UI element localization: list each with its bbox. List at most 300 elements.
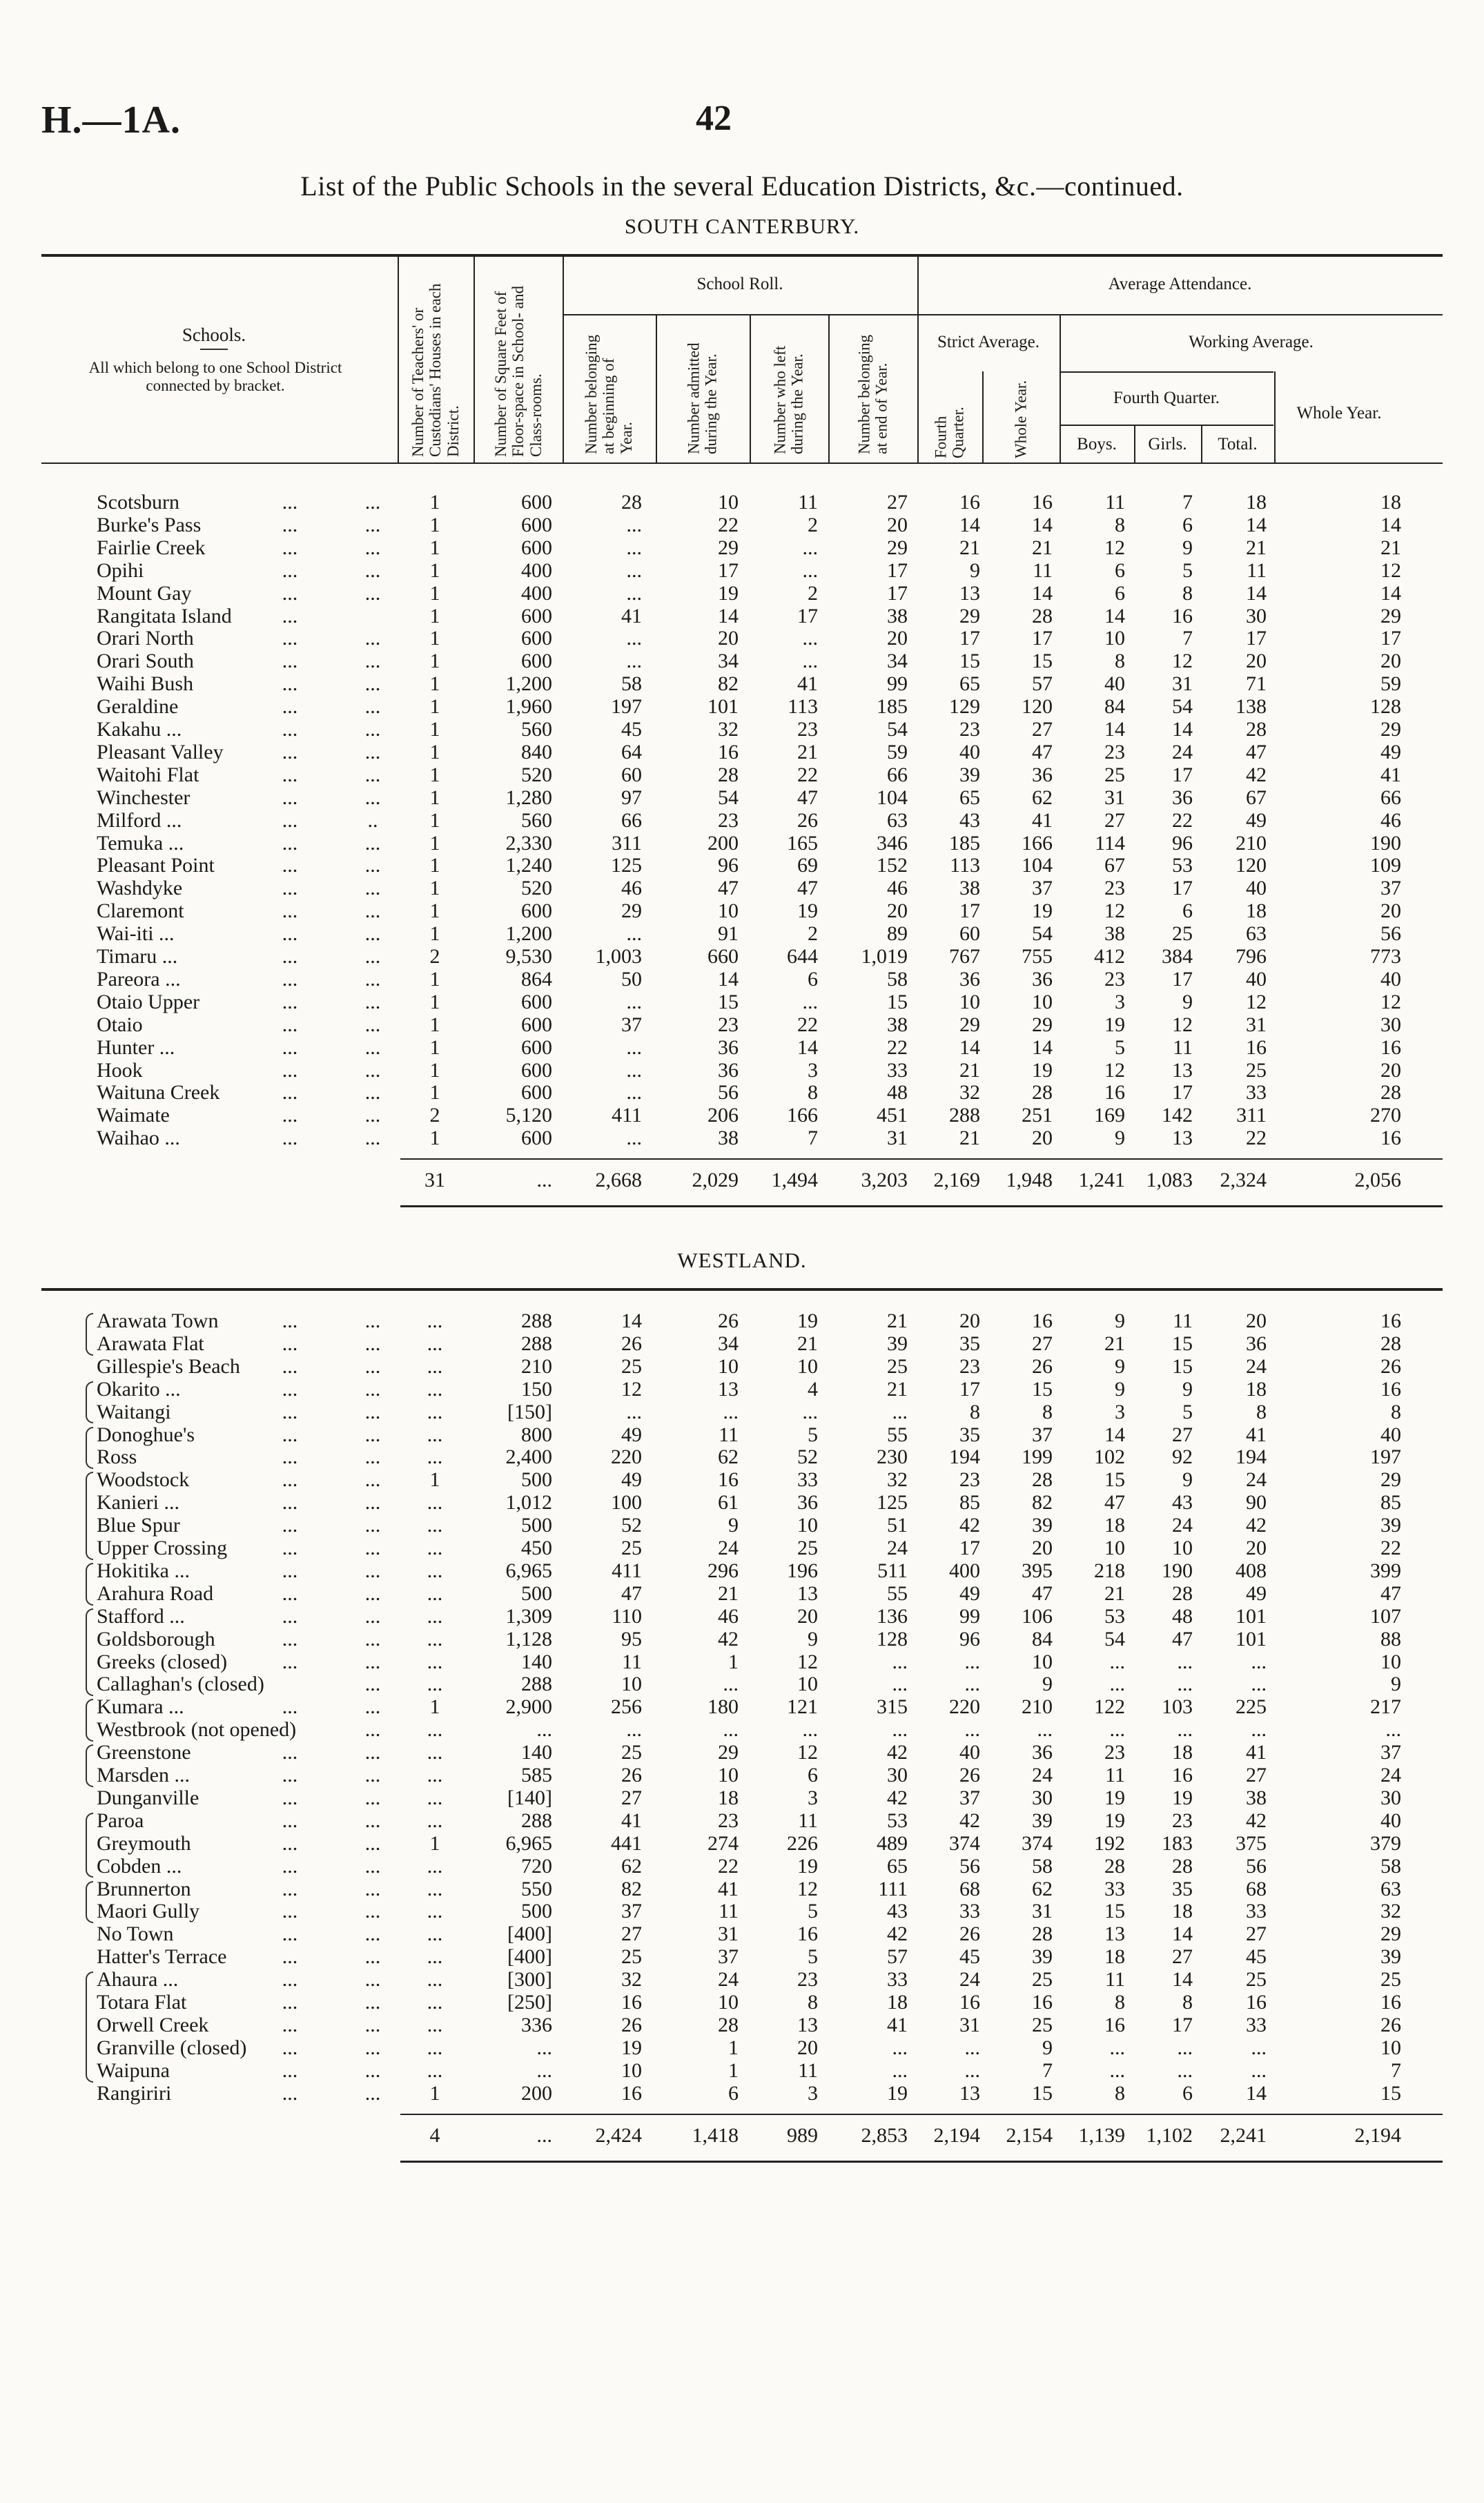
table-cell: 37 bbox=[621, 1013, 642, 1036]
table-row bbox=[0, 1764, 1484, 1786]
table-cell: ... bbox=[282, 627, 298, 650]
table-cell: 8 bbox=[1042, 1400, 1053, 1423]
table-row bbox=[0, 1900, 1484, 1922]
table-cell: 36 bbox=[1246, 1332, 1267, 1355]
table-cell: 21 bbox=[1104, 1581, 1125, 1605]
table-cell: 600 bbox=[521, 1013, 552, 1036]
table-cell: 10 bbox=[1104, 627, 1125, 650]
table-cell: 41 bbox=[1380, 763, 1401, 786]
table-cell: 58 bbox=[1380, 1854, 1401, 1878]
table-row bbox=[0, 1060, 1484, 1082]
table-cell: 82 bbox=[1032, 1491, 1053, 1515]
table-cell: 7 bbox=[808, 1127, 818, 1150]
table-row bbox=[0, 1446, 1484, 1468]
table-cell: 288 bbox=[521, 1673, 552, 1696]
table-row bbox=[0, 946, 1484, 968]
total-cell: 2,324 bbox=[1220, 1169, 1267, 1192]
table-cell: 451 bbox=[877, 1104, 908, 1127]
table-cell: 13 bbox=[797, 2013, 818, 2036]
table-cell: 9 bbox=[1042, 2036, 1053, 2059]
table-cell: ... bbox=[364, 1013, 381, 1036]
table-cell: 91 bbox=[718, 922, 739, 946]
table-cell: ... bbox=[1109, 1650, 1125, 1673]
table-cell: 210 bbox=[1236, 831, 1267, 855]
table-cell: ... bbox=[364, 1695, 381, 1719]
table-cell: ... bbox=[364, 2058, 381, 2082]
school-name: Waituna Creek bbox=[97, 1081, 220, 1104]
table-cell: 395 bbox=[1022, 1559, 1053, 1582]
table-cell: 1 bbox=[429, 558, 440, 582]
table-cell: 1 bbox=[429, 990, 440, 1013]
table-cell: 103 bbox=[1162, 1695, 1193, 1719]
table-cell: 46 bbox=[718, 1604, 739, 1628]
total-cell: 1,139 bbox=[1078, 2123, 1125, 2147]
table-cell: 210 bbox=[521, 1354, 552, 1378]
table-cell: 19 bbox=[1172, 1786, 1193, 1809]
table-cell: 39 bbox=[1032, 1514, 1053, 1537]
school-name: Stafford ... bbox=[97, 1604, 185, 1628]
table-cell: 136 bbox=[877, 1604, 908, 1628]
table-cell: 600 bbox=[521, 627, 552, 650]
table-cell: ... bbox=[282, 1809, 298, 1832]
table-cell: 34 bbox=[718, 650, 739, 673]
table-cell: 12 bbox=[1104, 1058, 1125, 1082]
table-row bbox=[0, 923, 1484, 945]
table-cell: 61 bbox=[718, 1491, 739, 1515]
table-row bbox=[0, 1082, 1484, 1104]
table-cell: 41 bbox=[621, 604, 642, 627]
table-cell: 22 bbox=[797, 763, 818, 786]
table-cell: 14 bbox=[1172, 718, 1193, 741]
table-cell: ... bbox=[626, 513, 642, 536]
table-cell: 166 bbox=[787, 1104, 818, 1127]
table-cell: 19 bbox=[797, 899, 818, 923]
table-cell: 9 bbox=[1182, 990, 1193, 1013]
school-name: Goldsborough bbox=[97, 1627, 215, 1650]
table-cell: 56 bbox=[1380, 922, 1401, 946]
table-cell: 2 bbox=[808, 922, 818, 946]
table-cell: 13 bbox=[1172, 1058, 1193, 1082]
table-cell: 8 bbox=[1115, 2081, 1125, 2105]
table-cell: 1 bbox=[429, 1695, 440, 1719]
table-cell: 6,965 bbox=[505, 1831, 552, 1855]
table-cell: 25 bbox=[887, 1354, 908, 1378]
table-cell: 256 bbox=[611, 1695, 642, 1719]
table-cell: 197 bbox=[1370, 1445, 1401, 1469]
table-cell: 17 bbox=[959, 1377, 980, 1401]
table-cell: ... bbox=[427, 1764, 443, 1786]
table-cell: 1,960 bbox=[505, 695, 552, 719]
table-cell: ... bbox=[427, 1491, 443, 1515]
table-cell: 21 bbox=[959, 536, 980, 559]
table-cell: 29 bbox=[1380, 718, 1401, 741]
table-cell: 2 bbox=[808, 581, 818, 605]
school-name: Callaghan's (closed) bbox=[97, 1673, 264, 1696]
table-row bbox=[0, 1127, 1484, 1149]
table-cell: ... bbox=[1251, 1673, 1267, 1696]
table-cell: ... bbox=[282, 718, 298, 741]
table-cell: 128 bbox=[1370, 695, 1401, 719]
table-cell: 194 bbox=[949, 1445, 980, 1469]
table-cell: ... bbox=[282, 2036, 298, 2059]
table-cell: ... bbox=[282, 1400, 298, 1423]
total-cell: 1,494 bbox=[771, 1169, 818, 1192]
table-cell: 26 bbox=[959, 1764, 980, 1786]
table-cell: 15 bbox=[1032, 2081, 1053, 2105]
table-cell: 8 bbox=[1391, 1400, 1401, 1423]
table-cell: 65 bbox=[959, 786, 980, 809]
table-cell: 42 bbox=[718, 1627, 739, 1650]
table-cell: 220 bbox=[949, 1695, 980, 1719]
table-cell: 121 bbox=[787, 1695, 818, 1719]
table-cell: 48 bbox=[887, 1081, 908, 1104]
school-name: Kanieri ... bbox=[97, 1491, 179, 1515]
table-cell: 17 bbox=[1246, 627, 1267, 650]
table-cell: ... bbox=[427, 2013, 443, 2036]
table-cell: 39 bbox=[1380, 1945, 1401, 1969]
table-cell: 39 bbox=[1380, 1514, 1401, 1537]
table-cell: 1 bbox=[429, 604, 440, 627]
table-cell: 1 bbox=[429, 831, 440, 855]
table-cell: 16 bbox=[1032, 1991, 1053, 2014]
table-cell: ... bbox=[364, 877, 381, 900]
table-row bbox=[0, 696, 1484, 718]
table-cell: 28 bbox=[1032, 1922, 1053, 1946]
total-cell: 2,029 bbox=[692, 1169, 739, 1192]
table-cell: ... bbox=[626, 627, 642, 650]
table-cell: 206 bbox=[707, 1104, 739, 1127]
table-cell: 20 bbox=[1246, 1537, 1267, 1559]
table-cell: ... bbox=[626, 1718, 642, 1742]
total-cell: 2,241 bbox=[1220, 2123, 1267, 2147]
table-cell: ... bbox=[427, 1718, 443, 1742]
table-cell: ... bbox=[282, 604, 298, 627]
table-cell: ... bbox=[364, 1035, 381, 1059]
table-cell: 23 bbox=[959, 718, 980, 741]
table-cell: 7 bbox=[1042, 2058, 1053, 2082]
table-cell: 69 bbox=[797, 854, 818, 877]
table-cell: 102 bbox=[1094, 1445, 1125, 1469]
table-cell: ... bbox=[427, 1581, 443, 1605]
table-cell: 4 bbox=[808, 1377, 818, 1401]
table-cell: 9 bbox=[808, 1627, 818, 1650]
table-cell: 20 bbox=[887, 513, 908, 536]
table-cell: ... bbox=[1109, 2036, 1125, 2059]
table-cell: 21 bbox=[1380, 536, 1401, 559]
table-cell: 1 bbox=[429, 1013, 440, 1036]
table-cell: 28 bbox=[621, 491, 642, 514]
table-cell: ... bbox=[427, 1809, 443, 1832]
table-cell: 49 bbox=[959, 1581, 980, 1605]
table-cell: ... bbox=[427, 2058, 443, 2082]
school-name: Greeks (closed) bbox=[97, 1650, 228, 1673]
table-cell: 122 bbox=[1094, 1695, 1125, 1719]
table-cell: 218 bbox=[1094, 1559, 1125, 1582]
table-row bbox=[0, 764, 1484, 786]
table-cell: 36 bbox=[1172, 786, 1193, 809]
table-cell: 101 bbox=[707, 695, 739, 719]
table-cell: 85 bbox=[959, 1491, 980, 1515]
table-cell: 31 bbox=[718, 1922, 739, 1946]
table-cell: ... bbox=[282, 1831, 298, 1855]
table-cell: 40 bbox=[1246, 967, 1267, 991]
table-cell: 140 bbox=[521, 1650, 552, 1673]
table-cell: ... bbox=[282, 899, 298, 923]
table-cell: ... bbox=[427, 1309, 443, 1332]
table-cell: 82 bbox=[718, 672, 739, 696]
table-cell: 14 bbox=[1172, 1922, 1193, 1946]
total-cell: ... bbox=[536, 1169, 552, 1192]
table-cell: 375 bbox=[1236, 1831, 1267, 1855]
table-cell: ... bbox=[364, 1673, 381, 1696]
table-cell: 192 bbox=[1094, 1831, 1125, 1855]
table-cell: 47 bbox=[1032, 1581, 1053, 1605]
table-cell: ... bbox=[364, 786, 381, 809]
table-row bbox=[0, 583, 1484, 605]
table-cell: 296 bbox=[707, 1559, 739, 1582]
header-roll-admitted: Number admitted during the Year. bbox=[685, 342, 720, 454]
table-cell: ... bbox=[364, 1968, 381, 1991]
table-cell: 19 bbox=[1032, 899, 1053, 923]
table-cell: 58 bbox=[887, 967, 908, 991]
table-cell: 31 bbox=[1172, 672, 1193, 696]
table-cell: 2,900 bbox=[505, 1695, 552, 1719]
header-roll-left: Number who left during the Year. bbox=[771, 345, 806, 454]
table-cell: ... bbox=[427, 1854, 443, 1878]
header-schools: Schools. bbox=[182, 324, 246, 345]
table-cell: 82 bbox=[621, 1877, 642, 1900]
table-cell: 29 bbox=[718, 536, 739, 559]
table-cell: 1 bbox=[429, 967, 440, 991]
table-row bbox=[0, 1583, 1484, 1605]
table-cell: 1,309 bbox=[505, 1604, 552, 1628]
table-cell: 101 bbox=[1236, 1604, 1267, 1628]
table-cell: ... bbox=[802, 990, 818, 1013]
table-cell: 23 bbox=[1104, 1741, 1125, 1764]
table-cell: ... bbox=[364, 491, 381, 514]
table-cell: ... bbox=[427, 1445, 443, 1469]
table-cell: ... bbox=[427, 1786, 443, 1809]
table-cell: 25 bbox=[1246, 1968, 1267, 1991]
table-cell: 200 bbox=[521, 2081, 552, 2105]
school-name: Geraldine bbox=[97, 695, 179, 719]
table-cell: 33 bbox=[887, 1058, 908, 1082]
table-cell: 21 bbox=[1246, 536, 1267, 559]
table-cell: 11 bbox=[1105, 1968, 1125, 1991]
table-cell: 66 bbox=[1380, 786, 1401, 809]
table-cell: 315 bbox=[877, 1695, 908, 1719]
table-cell: ... bbox=[282, 1559, 298, 1582]
table-cell: 16 bbox=[1246, 1035, 1267, 1059]
table-cell: 585 bbox=[521, 1764, 552, 1786]
table-cell: 17 bbox=[1380, 627, 1401, 650]
table-cell: 194 bbox=[1236, 1445, 1267, 1469]
table-cell: 600 bbox=[521, 1058, 552, 1082]
table-cell: 20 bbox=[797, 2036, 818, 2059]
school-name: Pleasant Valley bbox=[97, 740, 224, 763]
total-cell: 31 bbox=[424, 1169, 445, 1192]
header-schools-note: All which belong to one School District connected by bracket. bbox=[88, 359, 342, 395]
table-cell: 7 bbox=[1182, 627, 1193, 650]
table-row bbox=[0, 1537, 1484, 1559]
table-cell: 59 bbox=[887, 740, 908, 763]
school-name: Kumara ... bbox=[97, 1695, 184, 1719]
table-cell: 12 bbox=[797, 1650, 818, 1673]
table-cell: 16 bbox=[959, 1991, 980, 2014]
table-cell: 28 bbox=[1172, 1854, 1193, 1878]
table-cell: 755 bbox=[1022, 945, 1053, 968]
school-name: Greenstone bbox=[97, 1741, 191, 1764]
table-cell: 27 bbox=[1246, 1922, 1267, 1946]
district-bracket bbox=[86, 1608, 93, 1697]
district-bracket bbox=[86, 1472, 93, 1560]
table-row bbox=[0, 1333, 1484, 1355]
table-cell: ... bbox=[282, 1127, 298, 1150]
table-cell: 31 bbox=[959, 2013, 980, 2036]
table-cell: 6 bbox=[808, 967, 818, 991]
table-cell: 42 bbox=[959, 1514, 980, 1537]
school-name: Temuka ... bbox=[97, 831, 184, 855]
table-cell: 1 bbox=[429, 786, 440, 809]
table-cell: ... bbox=[364, 1604, 381, 1628]
table-cell: 14 bbox=[1104, 1423, 1125, 1446]
table-cell: ... bbox=[364, 831, 381, 855]
table-cell: ... bbox=[282, 1900, 298, 1923]
table-row bbox=[0, 855, 1484, 877]
table-cell: ... bbox=[364, 536, 381, 559]
table-cell: 11 bbox=[798, 491, 818, 514]
school-name: Kakahu ... bbox=[97, 718, 182, 741]
table-cell: 38 bbox=[887, 1013, 908, 1036]
school-name: Arahura Road bbox=[97, 1581, 214, 1605]
table-cell: 58 bbox=[1032, 1854, 1053, 1878]
table-cell: 47 bbox=[1380, 1581, 1401, 1605]
table-cell: 1,280 bbox=[505, 786, 552, 809]
table-cell: 22 bbox=[1380, 1537, 1401, 1559]
table-cell: [400] bbox=[507, 1945, 552, 1969]
table-cell: ... bbox=[802, 536, 818, 559]
table-cell: 15 bbox=[1032, 650, 1053, 673]
table-cell: ... bbox=[364, 695, 381, 719]
school-name: Rangiriri bbox=[97, 2081, 172, 2105]
table-row bbox=[0, 1515, 1484, 1537]
table-cell: 88 bbox=[1380, 1627, 1401, 1650]
table-cell: 71 bbox=[1246, 672, 1267, 696]
table-cell: ... bbox=[282, 1423, 298, 1446]
table-cell: 152 bbox=[877, 854, 908, 877]
table-cell: 500 bbox=[521, 1900, 552, 1923]
table-cell: 400 bbox=[949, 1559, 980, 1582]
table-cell: ... bbox=[723, 1400, 739, 1423]
table-cell: 12 bbox=[1104, 899, 1125, 923]
table-cell: ... bbox=[364, 1991, 381, 2014]
table-cell: 9 bbox=[1182, 1377, 1193, 1401]
total-cell: 2,194 bbox=[1354, 2123, 1401, 2147]
table-cell: 33 bbox=[1246, 1900, 1267, 1923]
table-cell: 5 bbox=[808, 1423, 818, 1446]
table-cell: 11 bbox=[1033, 558, 1053, 582]
table-cell: 67 bbox=[1246, 786, 1267, 809]
table-cell: 19 bbox=[797, 1854, 818, 1878]
table-cell: ... bbox=[802, 627, 818, 650]
table-cell: 8 bbox=[1115, 513, 1125, 536]
table-cell: 12 bbox=[1172, 1013, 1193, 1036]
table-cell: 25 bbox=[621, 1537, 642, 1559]
table-cell: 346 bbox=[877, 831, 908, 855]
table-cell: 1 bbox=[429, 763, 440, 786]
table-cell: 62 bbox=[621, 1854, 642, 1878]
table-cell: ... bbox=[364, 1764, 381, 1786]
table-cell: ... bbox=[282, 1537, 298, 1559]
table-cell: ... bbox=[282, 650, 298, 673]
table-cell: 67 bbox=[1104, 854, 1125, 877]
table-cell: 411 bbox=[612, 1104, 642, 1127]
school-name: Rangitata Island bbox=[97, 604, 232, 627]
table-cell: 18 bbox=[887, 1991, 908, 2014]
table-cell: 26 bbox=[1380, 2013, 1401, 2036]
table-cell: 33 bbox=[959, 1900, 980, 1923]
table-cell: 27 bbox=[1104, 808, 1125, 832]
total-cell: 2,154 bbox=[1006, 2123, 1053, 2147]
table-cell: ... bbox=[427, 1604, 443, 1628]
total-cell: 1,083 bbox=[1146, 1169, 1193, 1192]
table-cell: 42 bbox=[887, 1786, 908, 1809]
table-cell: 500 bbox=[521, 1514, 552, 1537]
table-cell: 1 bbox=[429, 491, 440, 514]
table-cell: 89 bbox=[887, 922, 908, 946]
table-cell: 14 bbox=[1104, 604, 1125, 627]
table-cell: ... bbox=[536, 2058, 552, 2082]
table-cell: 336 bbox=[521, 2013, 552, 2036]
table-cell: 21 bbox=[887, 1377, 908, 1401]
table-cell: 25 bbox=[1380, 1968, 1401, 1991]
table-cell: ... bbox=[364, 1514, 381, 1537]
table-cell: 96 bbox=[718, 854, 739, 877]
table-cell: ... bbox=[427, 1377, 443, 1401]
table-cell: 9 bbox=[1115, 1309, 1125, 1332]
table-cell: 41 bbox=[1032, 808, 1053, 832]
table-cell: 85 bbox=[1380, 1491, 1401, 1515]
table-cell: 92 bbox=[1172, 1445, 1193, 1469]
school-name: Claremont bbox=[97, 899, 184, 923]
table-row bbox=[0, 2014, 1484, 2036]
table-cell: 36 bbox=[959, 967, 980, 991]
table-cell: 20 bbox=[1032, 1127, 1053, 1150]
table-cell: ... bbox=[282, 922, 298, 946]
table-cell: 46 bbox=[887, 877, 908, 900]
school-name: No Town bbox=[97, 1922, 174, 1946]
district-bracket bbox=[86, 1699, 93, 1742]
table-cell: 16 bbox=[1032, 491, 1053, 514]
table-row bbox=[0, 1469, 1484, 1491]
total-cell: 2,853 bbox=[861, 2123, 908, 2147]
table-cell: 63 bbox=[1380, 1877, 1401, 1900]
table-cell: 43 bbox=[959, 808, 980, 832]
table-cell: ... bbox=[427, 1332, 443, 1355]
table-bottom-rule bbox=[400, 1205, 1443, 1207]
table-cell: ... bbox=[364, 1423, 381, 1446]
table-cell: ... bbox=[1177, 2036, 1193, 2059]
table-cell: 220 bbox=[611, 1445, 642, 1469]
table-cell: 14 bbox=[1246, 2081, 1267, 2105]
table-cell: 1 bbox=[728, 1650, 739, 1673]
table-cell: 27 bbox=[1246, 1764, 1267, 1786]
table-cell: 37 bbox=[1032, 877, 1053, 900]
table-cell: ... bbox=[364, 1377, 381, 1401]
table-cell: 600 bbox=[521, 491, 552, 514]
table-cell: 66 bbox=[887, 763, 908, 786]
table-cell: ... bbox=[364, 1104, 381, 1127]
